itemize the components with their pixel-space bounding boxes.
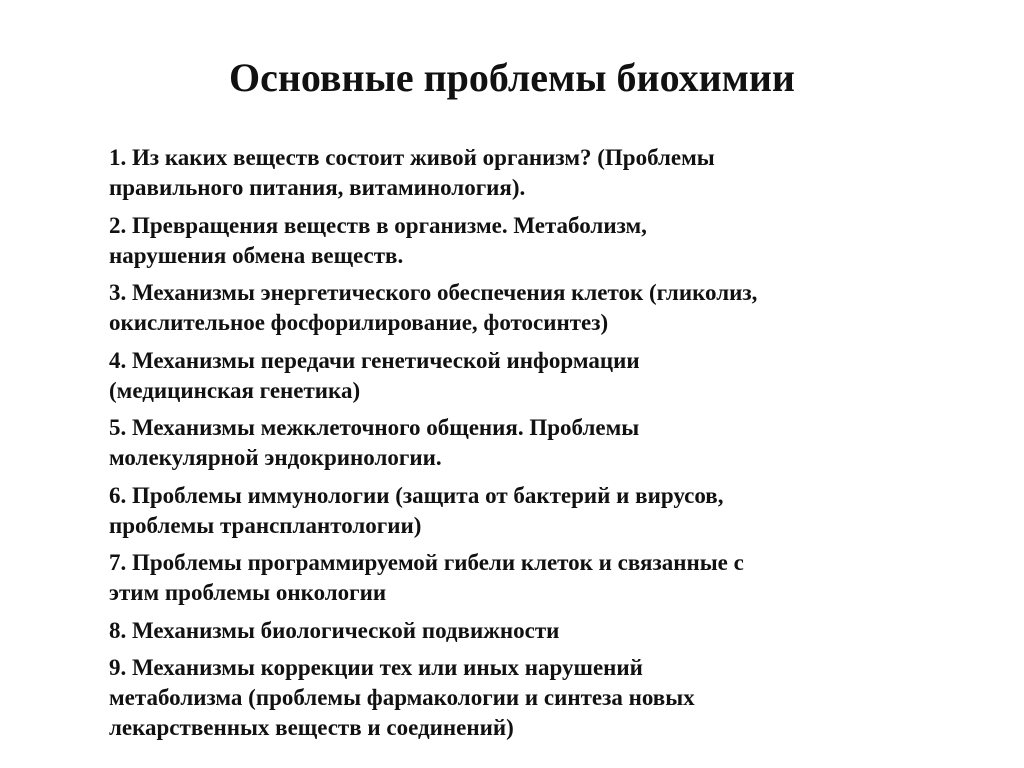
list-item-4: 4. Механизмы передачи генетической информации (медицинская генетика) xyxy=(109,347,640,403)
slide-title: Основные проблемы биохимии xyxy=(229,55,795,100)
list-item-9: 9. Механизмы коррекции тех или иных нарушений метаболизма (проблемы фармакологии и синтеза новых лекарственных веществ и соединений) xyxy=(109,655,695,740)
list-item-6: 6. Проблемы иммунологии (защита от бактерий и вирусов, проблемы трансплантологии) xyxy=(109,482,724,538)
list-item-1: 1. Из каких веществ состоит живой организм? (Проблемы правильного питания, витаминология). xyxy=(109,145,715,200)
list-item-8: 8. Механизмы биологической подвижности xyxy=(109,617,560,643)
problems-list xyxy=(109,143,929,751)
list-item-3: 3. Механизмы энергетического обеспечения клеток (гликолиз, окислительное фосфорилирование, фотосинтез) xyxy=(109,280,758,335)
list-item-7: 7. Проблемы программируемой гибели клеток и связанные с этим проблемы онкологии xyxy=(109,550,744,605)
list-item-2: 2. Превращения веществ в организме. Метаболизм, нарушения обмена веществ. xyxy=(109,212,647,268)
list-item-5: 5. Механизмы межклеточного общения. Проблемы молекулярной эндокринологии. xyxy=(109,415,640,470)
